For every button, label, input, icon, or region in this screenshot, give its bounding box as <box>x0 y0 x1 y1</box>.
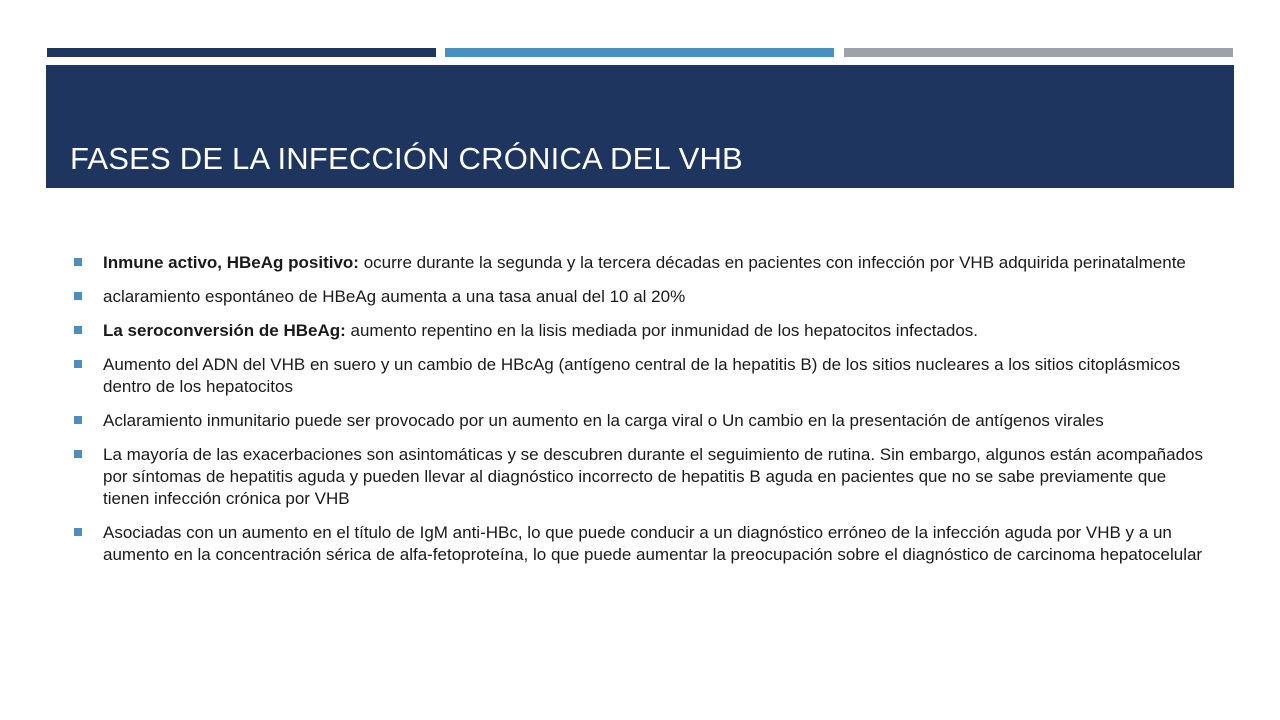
square-bullet-icon <box>74 258 82 266</box>
slide-title: FASES DE LA INFECCIÓN CRÓNICA DEL VHB <box>70 141 743 176</box>
bullet-text: Aumento del ADN del VHB en suero y un cambio de HBcAg (antígeno central de la hepatitis B) de los sitios nucleares a los sitios citoplásmicos dentro de los hepatocitos <box>103 355 1181 396</box>
bullet-text: aumento repentino en la lisis mediada por inmunidad de los hepatocitos infectados. <box>345 321 979 340</box>
square-bullet-icon <box>74 528 82 536</box>
square-bullet-icon <box>74 416 82 424</box>
square-bullet-icon <box>74 292 82 300</box>
square-bullet-icon <box>74 326 82 334</box>
bullet-item <box>74 522 1214 566</box>
square-bullet-icon <box>74 360 82 368</box>
title-band <box>46 65 1234 188</box>
bullet-text: La mayoría de las exacerbaciones son asintomáticas y se descubren durante el seguimiento de rutina. Sin embargo, algunos están acompañados por síntomas de hepatitis aguda y pueden llevar al diagnóstico incorrecto de hepatitis B aguda en pacientes que no se sabe previamente que tienen infección crónica por VHB <box>103 445 1203 508</box>
bullet-text: ocurre durante la segunda y la tercera décadas en pacientes con infección por VHB adquirida perinatalmente <box>358 253 1186 272</box>
bullet-lead: Inmune activo, HBeAg positivo: <box>103 253 359 272</box>
bullet-item <box>74 286 1214 308</box>
bullet-text: Asociadas con un aumento en el título de IgM anti-HBc, lo que puede conducir a un diagnóstico erróneo de la infección aguda por VHB y a un aumento en la concentración sérica de alfa-fetoproteína, lo que puede aumentar la preocupación sobre el diagnóstico de carcinoma hepatocelular <box>103 523 1203 564</box>
bullet-lead: La seroconversión de HBeAg: <box>103 321 346 340</box>
bullet-item <box>74 444 1214 510</box>
bullet-item <box>74 354 1214 398</box>
bullet-text: Aclaramiento inmunitario puede ser provocado por un aumento en la carga viral o Un cambio en la presentación de antígenos virales <box>103 411 1104 430</box>
bullet-list <box>74 252 1214 578</box>
bullet-item <box>74 252 1214 274</box>
accent-bar-gray <box>844 48 1233 57</box>
bullet-text: aclaramiento espontáneo de HBeAg aumenta a una tasa anual del 10 al 20% <box>103 287 686 306</box>
bullet-item <box>74 410 1214 432</box>
square-bullet-icon <box>74 450 82 458</box>
bullet-item <box>74 320 1214 342</box>
accent-bar-blue <box>445 48 834 57</box>
accent-bar-dark <box>47 48 436 57</box>
